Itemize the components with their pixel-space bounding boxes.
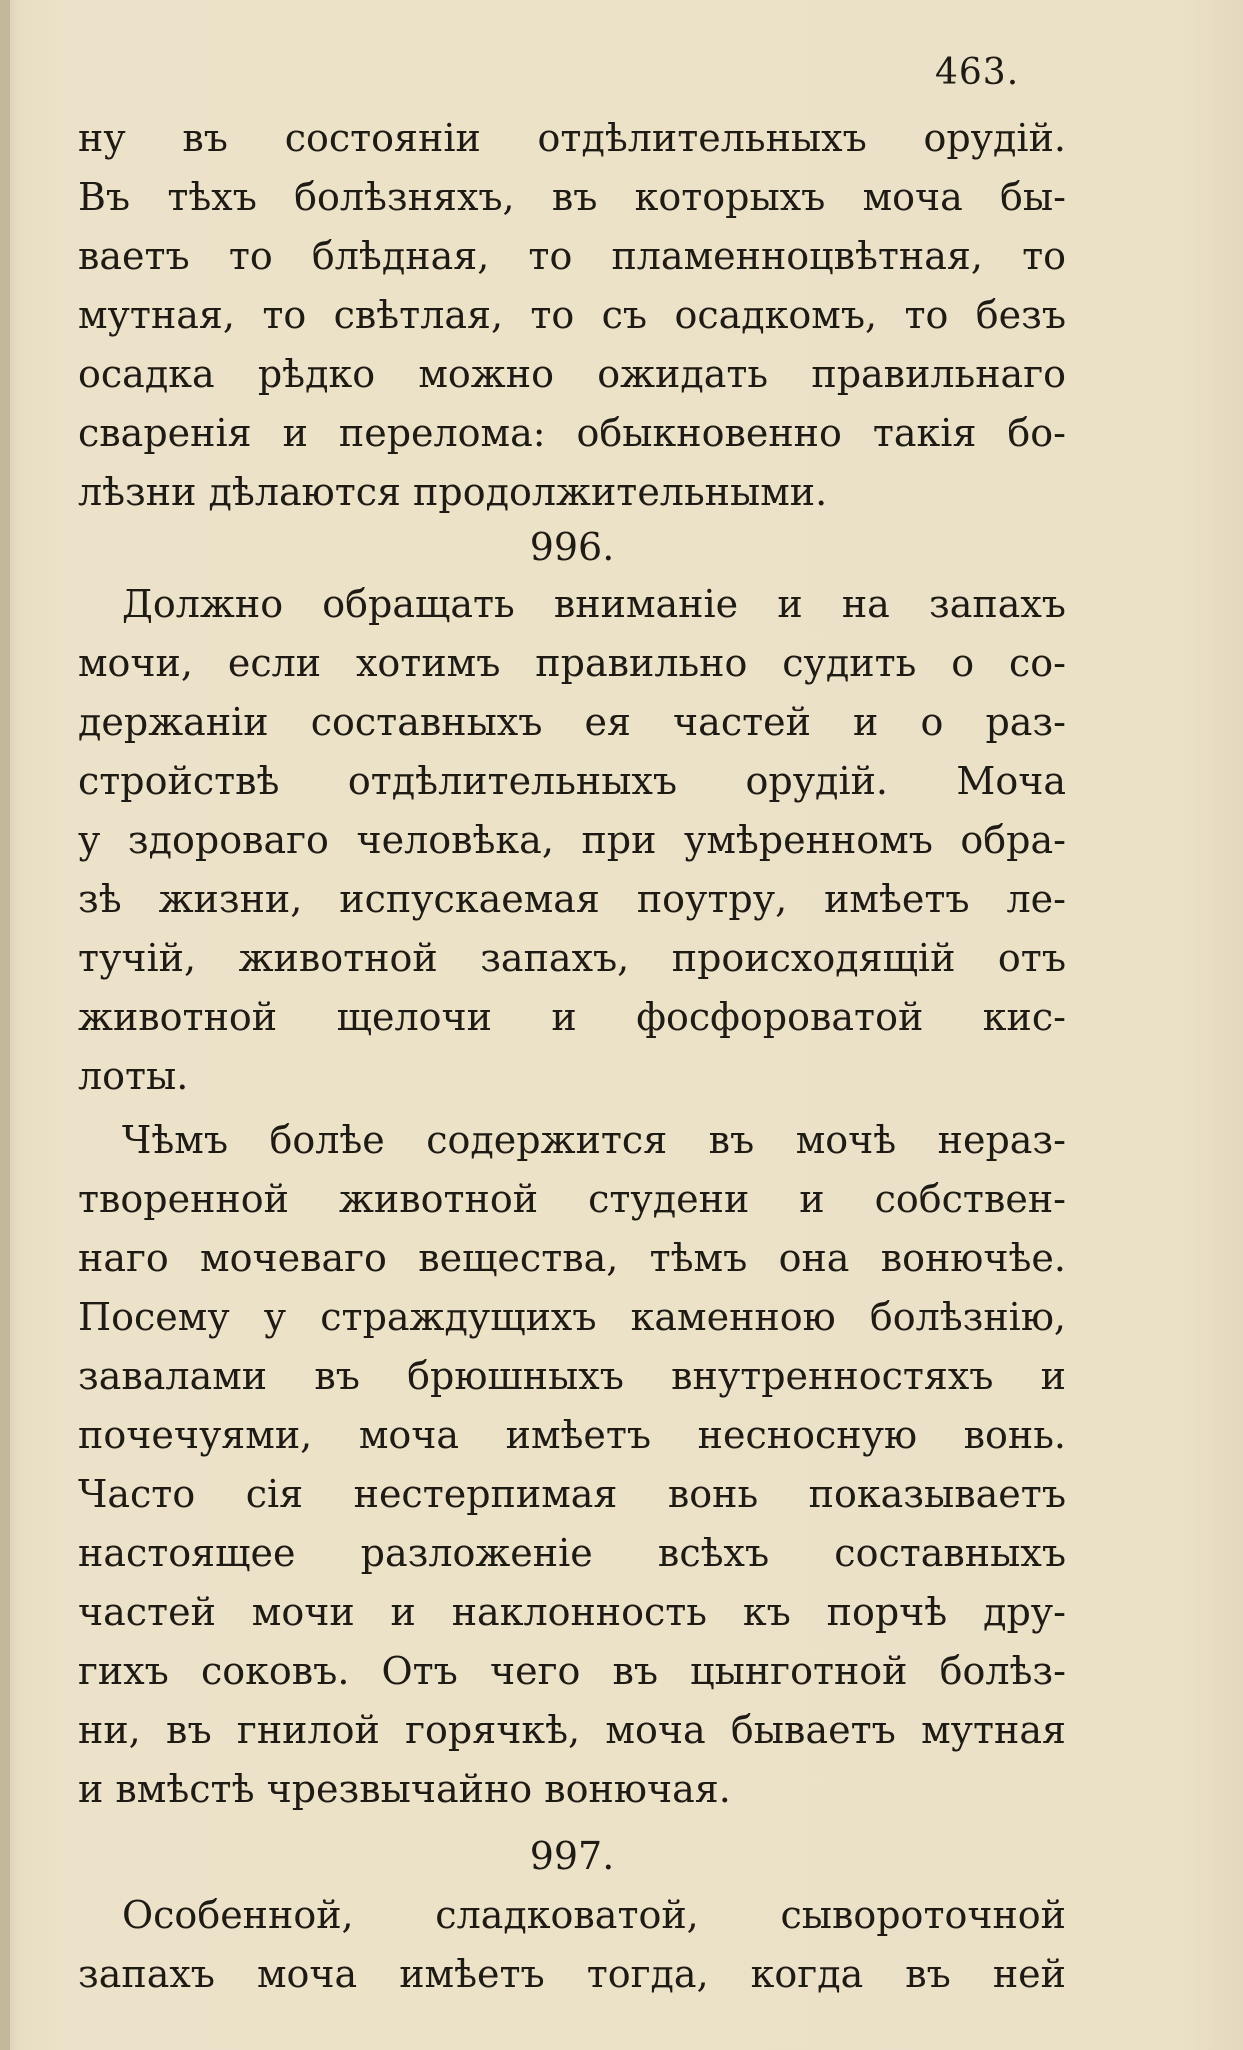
text-line: гихъ соковъ. Отъ чего въ цынготной болѣз-: [78, 1649, 1066, 1693]
text-line: частей мочи и наклонность къ порчѣ дру-: [78, 1590, 1066, 1634]
page-gutter: [0, 0, 10, 2050]
text-line: Часто сія нестерпимая вонь показываетъ: [78, 1472, 1066, 1516]
text-line: стройствѣ отдѣлительныхъ орудій. Моча: [78, 759, 1066, 803]
text-line: сваренія и перелома: обыкновенно такія бо-: [78, 411, 1066, 455]
text-line: тучій, животной запахъ, происходящій отъ: [78, 936, 1066, 980]
section-number-997: 997.: [529, 1834, 615, 1878]
text-line: ваетъ то блѣдная, то пламенноцвѣтная, то: [78, 234, 1066, 278]
text-line: завалами въ брюшныхъ внутренностяхъ и: [78, 1354, 1066, 1398]
text-line: мочи, если хотимъ правильно судить о со-: [78, 641, 1066, 685]
text-line: настоящее разложеніе всѣхъ составныхъ: [78, 1531, 1066, 1575]
text-line: животной щелочи и фосфороватой кис-: [78, 995, 1066, 1039]
text-line: Въ тѣхъ болѣзняхъ, въ которыхъ моча бы-: [78, 175, 1066, 219]
page-number: 463.: [935, 52, 1020, 93]
text-line: осадка рѣдко можно ожидать правильнаго: [78, 352, 1066, 396]
text-line: Должно обращать вниманіе и на запахъ: [122, 582, 1066, 626]
text-line: зѣ жизни, испускаемая поутру, имѣетъ ле-: [78, 877, 1066, 921]
text-line: Посему у страждущихъ каменною болѣзнію,: [78, 1295, 1066, 1339]
text-line: Чѣмъ болѣе содержится въ мочѣ нераз-: [122, 1118, 1066, 1162]
text-line: творенной животной студени и собствен-: [78, 1177, 1066, 1221]
text-line: лѣзни дѣлаются продолжительными.: [78, 470, 828, 514]
section-number-996: 996.: [529, 525, 615, 569]
text-line: мутная, то свѣтлая, то съ осадкомъ, то безъ: [78, 293, 1066, 337]
text-line: лоты.: [78, 1054, 189, 1098]
text-line: почечуями, моча имѣетъ несносную вонь.: [78, 1413, 1066, 1457]
text-line: у здороваго человѣка, при умѣренномъ обра-: [78, 818, 1066, 862]
text-line: ну въ состояніи отдѣлительныхъ орудій.: [78, 116, 1066, 160]
text-line: и вмѣстѣ чрезвычайно вонючая.: [78, 1767, 731, 1811]
text-line: запахъ моча имѣетъ тогда, когда въ ней: [78, 1952, 1066, 1996]
text-line: Особенной, сладковатой, сывороточной: [122, 1893, 1066, 1937]
text-line: держаніи составныхъ ея частей и о раз-: [78, 700, 1066, 744]
text-line: ни, въ гнилой горячкѣ, моча бываетъ мутная: [78, 1708, 1066, 1752]
text-line: наго мочеваго вещества, тѣмъ она вонючѣе.: [78, 1236, 1066, 1280]
